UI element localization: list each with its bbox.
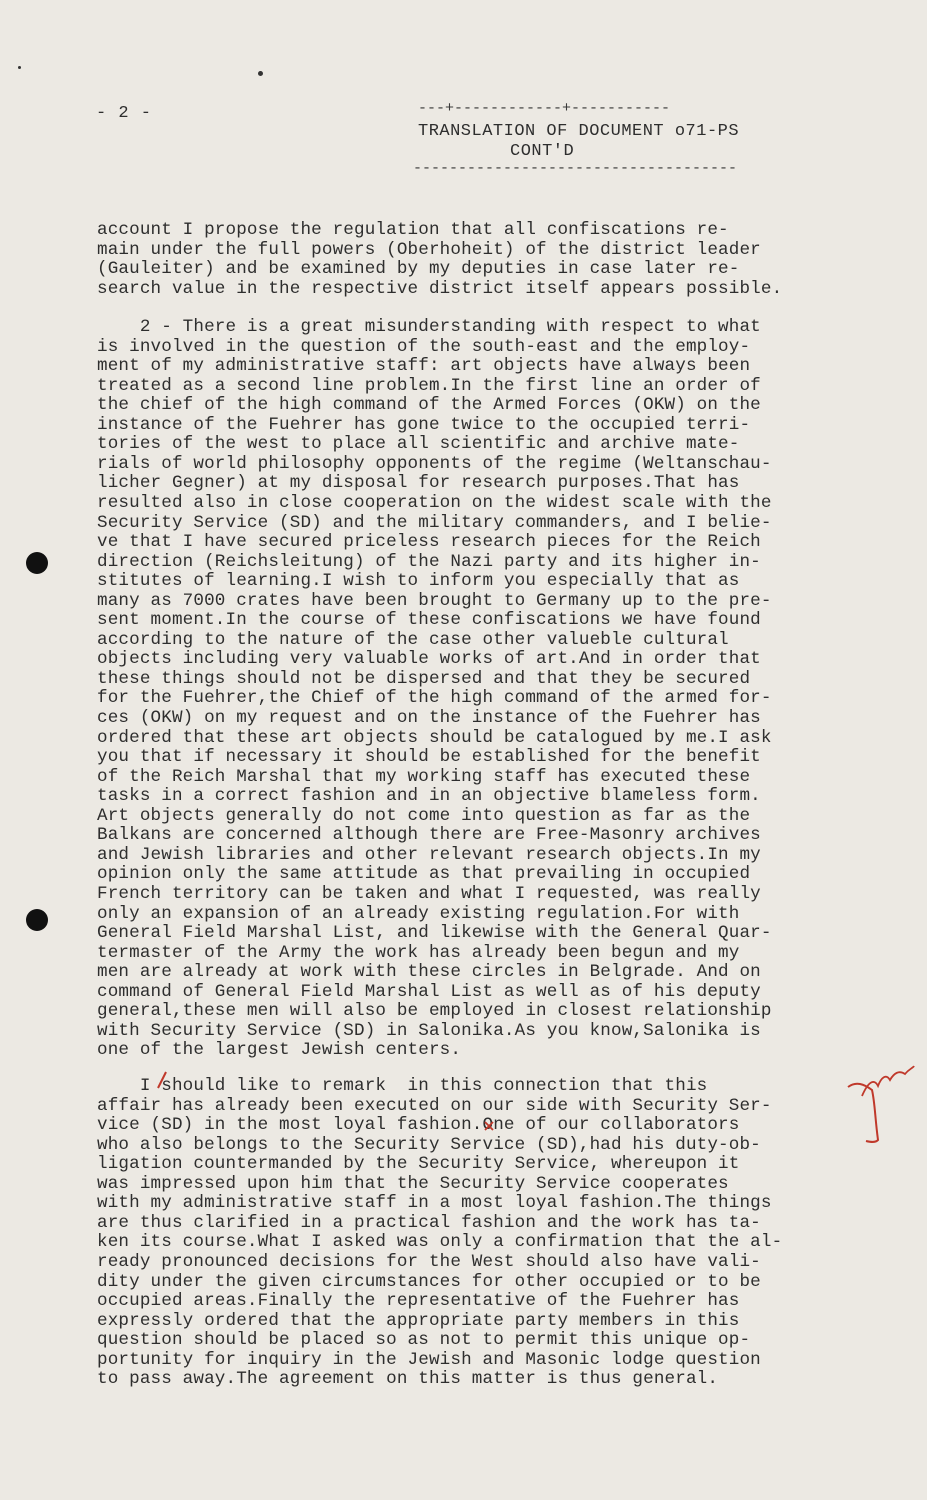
- red-bracket-mark: [848, 1084, 878, 1142]
- text-line: termaster of the Army the work has already been begun and my: [97, 942, 740, 963]
- text-line: resulted also in close cooperation on the widest scale with the: [97, 492, 772, 513]
- text-line: Art objects generally do not come into question as far as the: [97, 805, 751, 826]
- text-line: ken its course.What I asked was only a confirmation that the al-: [97, 1232, 783, 1253]
- text-line: are thus clarified in a practical fashion and the work has ta-: [97, 1212, 761, 1233]
- text-line: tasks in a correct fashion and in an objective blameless form.: [97, 786, 761, 807]
- text-line: sent moment.In the course of these confiscations we have found: [97, 610, 761, 631]
- text-line: Security Service (SD) and the military commanders, and I belie-: [97, 512, 772, 533]
- punch-hole-top: [26, 552, 48, 574]
- text-line: ment of my administrative staff: art objects have always been: [97, 356, 751, 377]
- text-line: dity under the given circumstances for other occupied or to be: [97, 1271, 761, 1292]
- header-contd: CONT'D: [510, 142, 575, 161]
- text-line: rials of world philosophy opponents of the regime (Weltanschau-: [97, 453, 772, 474]
- text-line: and Jewish libraries and other relevant research objects.In my: [97, 844, 761, 865]
- text-line: general,these men will also be employed in closest relationship: [97, 1001, 772, 1022]
- text-line: vice (SD) in the most loyal fashion.One of our collaborators: [97, 1115, 740, 1136]
- text-line: with my administrative staff in a most loyal fashion.The things: [97, 1193, 772, 1214]
- text-line: ready pronounced decisions for the West should also have vali-: [97, 1251, 761, 1272]
- text-line: affair has already been executed on our side with Security Ser-: [97, 1095, 772, 1116]
- text-line: tories of the west to place all scientific and archive mate-: [97, 434, 740, 455]
- text-line: direction (Reichsleitung) of the Nazi party and its higher in-: [97, 551, 761, 572]
- red-handwritten-note: [862, 1066, 914, 1096]
- text-line: ordered that these art objects should be catalogued by me.I ask: [97, 727, 772, 748]
- text-line: I should like to remark in this connection that this: [97, 1076, 708, 1096]
- text-line: occupied areas.Finally the representative of the Fuehrer has: [97, 1291, 740, 1312]
- text-line: account I propose the regulation that all confiscations re-: [97, 220, 729, 240]
- text-line: treated as a second line problem.In the first line an order of: [97, 375, 761, 396]
- text-line: expressly ordered that the appropriate party members in this: [97, 1310, 740, 1331]
- text-line: instance of the Fuehrer has gone twice to the occupied terri-: [97, 414, 751, 435]
- page-number: - 2 -: [96, 104, 153, 123]
- text-line: ces (OKW) on my request and on the instance of the Fuehrer has: [97, 708, 761, 728]
- text-line: General Field Marshal List, and likewise with the General Quar-: [97, 923, 772, 944]
- text-line: you that if necessary it should be established for the benefit: [97, 747, 761, 768]
- text-line: is involved in the question of the south-east and the employ-: [97, 336, 751, 357]
- header-rule-top: ---+------------+-----------: [418, 100, 671, 117]
- text-line: only an expansion of an already existing regulation.For with: [97, 903, 740, 924]
- paper-speck: [18, 66, 21, 69]
- header-rule-bottom: ------------------------------------: [413, 160, 738, 177]
- text-line: stitutes of learning.I wish to inform you especially that as: [97, 571, 740, 592]
- text-line: (Gauleiter) and be examined by my deputies in case later re-: [97, 259, 740, 280]
- text-line: was impressed upon him that the Security Service cooperates: [97, 1173, 729, 1194]
- text-line: licher Gegner) at my disposal for research purposes.That has: [97, 473, 740, 494]
- text-line: ligation countermanded by the Security Service, whereupon it: [97, 1154, 740, 1175]
- text-line: command of General Field Marshal List as well as of his deputy: [97, 981, 761, 1002]
- text-line: to pass away.The agreement on this matter is thus general.: [97, 1369, 719, 1390]
- text-line: question should be placed so as not to permit this unique op-: [97, 1330, 751, 1351]
- text-line: Balkans are concerned although there are Free-Masonry archives: [97, 825, 761, 846]
- text-line: search value in the respective district itself appears possible.: [97, 278, 783, 299]
- text-line: 2 - There is a great misunderstanding with respect to what: [97, 317, 761, 337]
- text-line: portunity for inquiry in the Jewish and Masonic lodge question: [97, 1349, 761, 1370]
- header-title: TRANSLATION OF DOCUMENT o71-PS: [418, 122, 740, 141]
- text-line: with Security Service (SD) in Salonika.As you know,Salonika is: [97, 1020, 761, 1041]
- text-line: many as 7000 crates have been brought to Germany up to the pre-: [97, 590, 772, 611]
- text-line: main under the full powers (Oberhoheit) of the district leader: [97, 239, 761, 260]
- text-line: for the Fuehrer,the Chief of the high command of the armed for-: [97, 688, 772, 709]
- paper-speck: [258, 71, 263, 76]
- text-line: according to the nature of the case other valueble cultural: [97, 629, 729, 650]
- text-line: objects including very valuable works of art.And in order that: [97, 649, 761, 670]
- text-line: these things should not be dispersed and that they be secured: [97, 668, 751, 689]
- text-line: ve that I have secured priceless research pieces for the Reich: [97, 532, 761, 553]
- text-line: of the Reich Marshal that my working staff has executed these: [97, 766, 751, 787]
- text-line: who also belongs to the Security Service (SD),had his duty-ob-: [97, 1134, 761, 1155]
- text-line: French territory can be taken and what I requested, was really: [97, 883, 761, 904]
- text-line: one of the largest Jewish centers.: [97, 1040, 462, 1061]
- text-line: opinion only the same attitude as that prevailing in occupied: [97, 864, 751, 885]
- punch-hole-bottom: [26, 909, 48, 931]
- text-line: the chief of the high command of the Armed Forces (OKW) on the: [97, 395, 761, 416]
- text-line: men are already at work with these circles in Belgrade. And on: [97, 962, 761, 983]
